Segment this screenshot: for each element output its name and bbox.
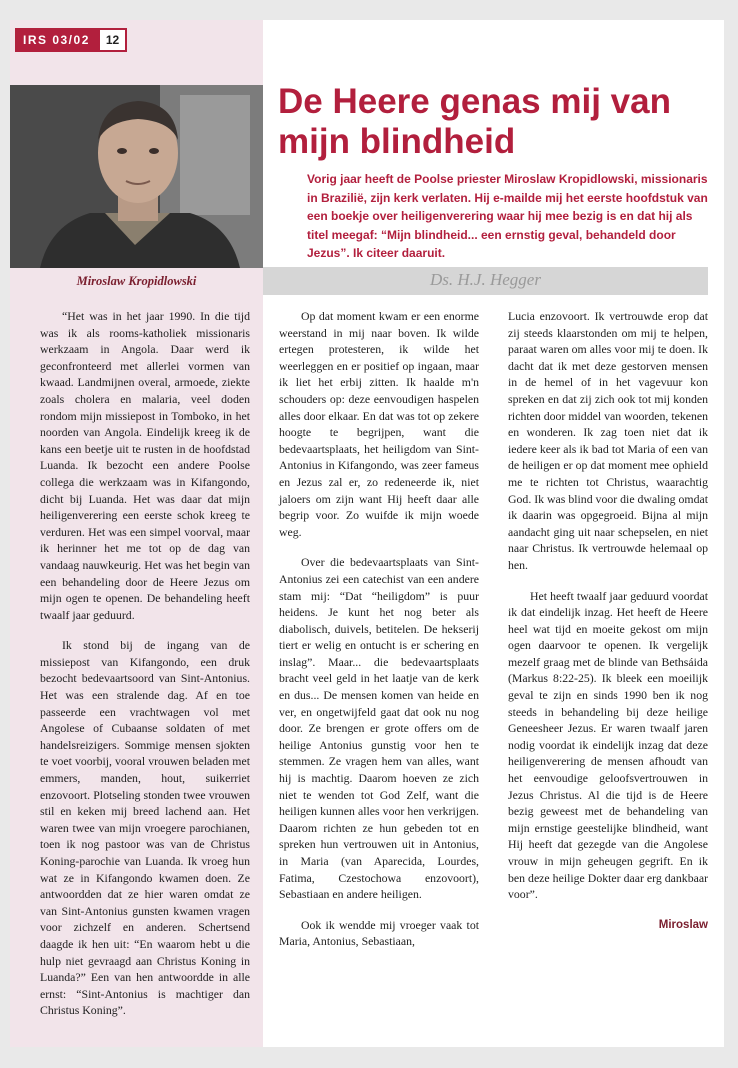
portrait-illustration: [10, 85, 263, 268]
issue-header: [15, 28, 127, 52]
magazine-page: [10, 20, 724, 1047]
text-column-1: [40, 308, 250, 1033]
article-author: Ds. H.J. Hegger: [430, 270, 541, 289]
paragraph: Het heeft twaalf jaar geduurd voordat ik dat eindelijk inzag. Het heeft de Heere heel wat tijd en moeite gekost om mijn ogen daarvoor te openen. Ik vergelijk mezelf graag met de blinde van Bethsáida (Markus 8:22-25). Ik bleek een moeilijk geval te zijn en sinds 1990 ben ik nog steeds in behandeling bij deze heilige Geneesheer Jezus. Er waren twaalf jaren nodig voordat ik eindelijk inzag dat deze heiligenverering de mensen afhoudt van het eenvoudige geloofsvertrouwen in Jezus Christus. Al die tijd is de Heere bezig geweest met de behandeling van mijn ernstige geestelijke blindheid, want Hij heeft dat gezegde van die Angolese vrouw in mijn geheugen gegrift. En ik ben deze heilige Dokter daar erg dankbaar voor”.: [508, 588, 708, 902]
article-title: De Heere genas mij van mijn blindheid: [278, 82, 671, 161]
photo-caption: Miroslaw Kropidlowski: [76, 274, 197, 288]
portrait-photo: [10, 85, 263, 268]
paragraph: “Het was in het jaar 1990. In die tijd was ik als rooms-katholiek missionaris werkzaam in Angola. Daar werd ik geconfronteerd met allerlei vormen van kwaad. Landmijnen overal, armoede, ziekte zoals cholera en malaria, veel doden rondom mijn missiepost in Tomboko, in het noorden van Angola. Eindelijk kreeg ik de kans een beetje uit te rusten in de hoofdstad Luanda. Ik bezocht een andere Poolse collega die werkzaam was in Kifangondo, dicht bij Luanda. Het was daar dat mijn heiligenverering een eerste schok kreeg te verduren. Het was een simpel voorval, maar ik herinner het me tot op de dag van vandaag nauwkeurig. Het was het begin van een behandeling door de Heere Jezus om mijn ogen te openen. De behandeling heeft twaalf jaar geduurd.: [40, 309, 250, 622]
paragraph: Over die bedevaartsplaats van Sint-Antonius zei een catechist van een andere stam mij: “Dat “heiligdom” is puur heidens. Je kunt het nog beter als diabolisch, duivels, betitelen. De hekserij tiert er welig en ontucht is er schering en inslag”. Maar... die bedevaartsplaats bracht veel geld in het laatje van de kerk en dus... De mensen komen van heide en ver, en ongetwijfeld gaat dat ook nu nog door. Ze brengen er grote offers om de heilige Antonius gunstig voor hen te stemmen. Ze vragen hem van alles, want hij is machtig. Daarom hoeven ze zich niet te wenden tot God Zelf, want die heiligen kunnen alles voor hen verkrijgen. Daarom richten ze hun gebeden tot en spreken hun vertrouwen uit in Antonius, in Maria (van Aparecida, Lourdes, Fatima, Czestochowa enzovoort), Sebastiaan en andere heiligen.: [279, 555, 479, 902]
article-intro: Vorig jaar heeft de Poolse priester Miroslaw Kropidlowski, missionaris in Brazilië, zijn kerk verlaten. Hij e-mailde mij het eerste hoofdstuk van een boekje over heiligenverering waar hij mee bezig is en dat hij als titel meegaf: “Mijn blindheid... een ernstig geval, behandeld door Jezus”. Ik citeer daaruit.: [307, 172, 708, 260]
signature: Miroslaw: [658, 918, 708, 931]
page-number: 12: [98, 28, 127, 52]
text-column-3: [508, 308, 708, 947]
paragraph: Ik stond bij de ingang van de missiepost van Kifangondo, een druk bezocht bedevaartsoord van Sint-Antonius. Het was een stralende dag. Af en toe passeerde een vrachtwagen vol met Angolese of Cubaanse soldaten of met handelsreizigers. Sommige mensen sjokten te voet voorbij, vooral vrouwen beladen met emmers, manden, hout, suikerriet enzovoort. Plotseling stonden twee vrouwen stil en keken mij breed lachend aan. Het waren twee van mijn vroegere parochianen, toen ik nog pastoor was van de Christus Koning-parochie van Luanda. Ik vroeg hun wat ze in Kifangondo kwamen doen. Ze antwoordden dat ze hier waren omdat ze van Sint-Antonius gunsten kwamen vragen voor zichzelf en anderen. Schertsend daagde ik hen uit: “En waarom hebt u die hulp niet gevraagd aan Christus Koning in Luanda?” Een van hen antwoordde in alle ernst: “Sint-Antonius is machtiger dan Christus Koning”.: [40, 638, 250, 1018]
paragraph: Lucia enzovoort. Ik vertrouwde erop dat zij steeds klaarstonden om mij te helpen, paraat waren om alles voor mij te doen. Ik dacht dat ik met deze gestorven mensen in de hemel of in het vagevuur kon spreken en dat zij zich ook tot mij konden richten door middel van woorden, tekenen en wonderen. Ik zag toen niet dat ik iedere keer als ik bad tot Maria of een van de heiligen er op dat moment mee ophield me te richten tot Christus, waarachtig God. Ik was blind voor die dwaling omdat ik daarin was opgegroeid. Bijna al mijn aandacht ging uit naar schepselen, en niet naar Christus. Ik vertrouwde helemaal op hen.: [508, 309, 708, 572]
issue-label: IRS 03/02: [15, 28, 98, 52]
text-column-2: [279, 308, 479, 964]
paragraph: Op dat moment kwam er een enorme weerstand in mij naar boven. Ik wilde ertegen protesteren, ik wilde het weerleggen en er positief op ingaan, maar ik liet het erbij zitten. Ik haalde m'n schouders op: deze eenvoudigen haspelen alles door elkaar. En dat was tot op zekere hoogte te begrijpen, want die bedevaartsplaats, het heiligdom van Sint-Antonius in Kifangondo, was zeer fameus en Jezus zal er, zo redeneerde ik, niet jaloers om zijn want Hij heeft daar alle begrip voor. Zo wuifde ik mijn woede weg.: [279, 309, 479, 539]
paragraph: Ook ik wendde mij vroeger vaak tot Maria, Antonius, Sebastiaan,: [279, 917, 479, 949]
